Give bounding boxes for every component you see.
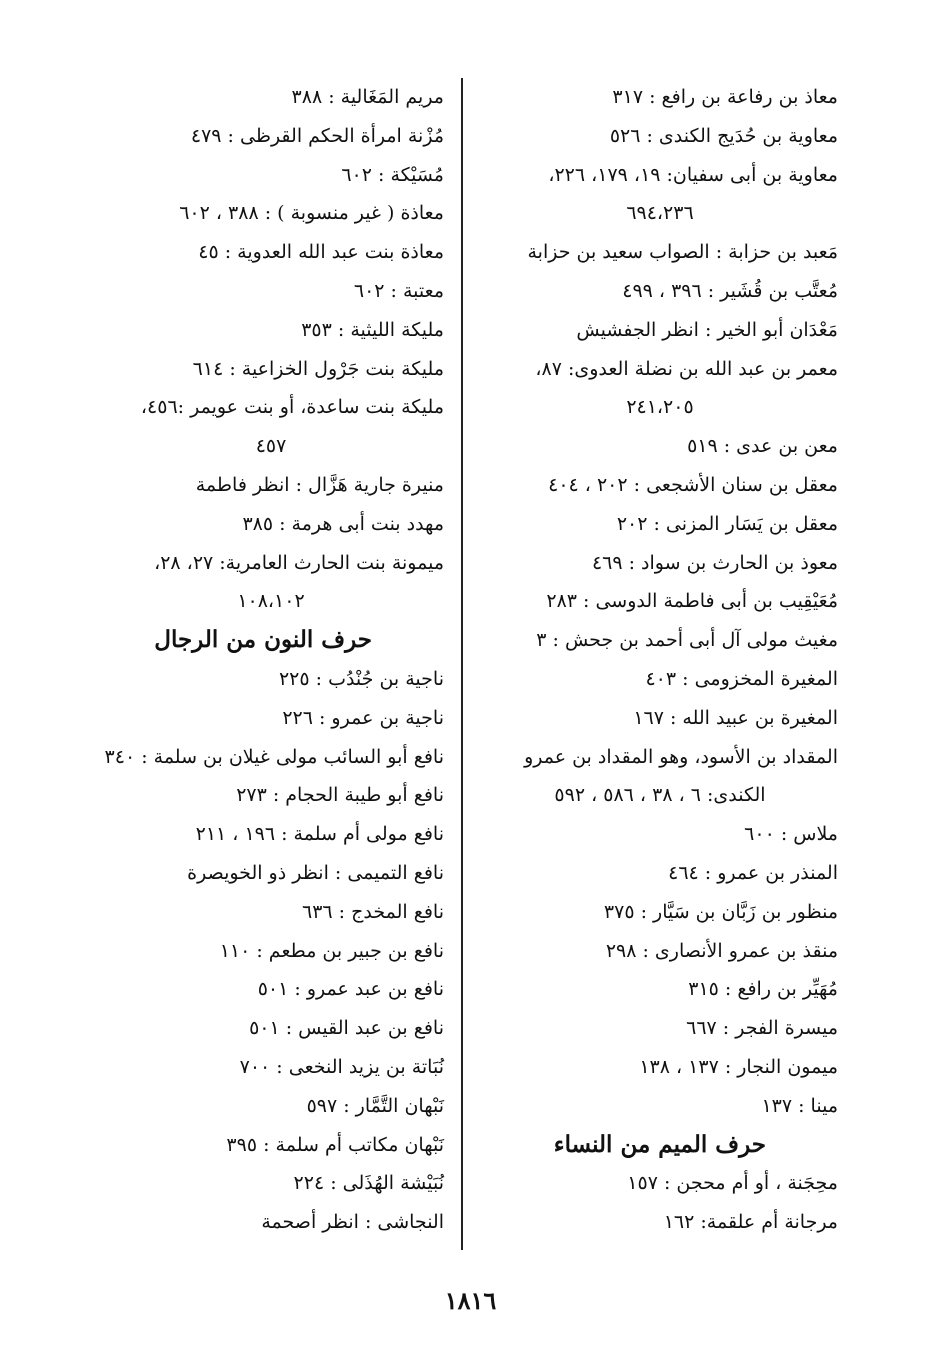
section-heading: حرف الميم من النساء [553, 1130, 766, 1158]
index-column-left [98, 78, 444, 1242]
index-entry: معاذة ( غير منسوبة ) : ٣٨٨ ، ٦٠٢ [179, 202, 444, 225]
index-entry: معقل بن يَسَار المزنى : ٢٠٢ [616, 512, 838, 535]
index-entry: معاذة بنت عبد الله العدوية : ٤٥ [198, 241, 444, 264]
index-entry: المقداد بن الأسود، وهو المقداد بن عمرو [524, 745, 838, 768]
index-entry: نافع بن عبد القيس : ٥٠١ [249, 1017, 444, 1040]
index-entry: نُبَاتة بن يزيد النخعى : ٧٠٠ [239, 1055, 444, 1078]
index-entry: معاذ بن رفاعة بن رافع : ٣١٧ [612, 86, 838, 108]
index-entry: مرجانة أم علقمة: ١٦٢ [663, 1211, 838, 1234]
index-entry: مغيث مولى آل أبى أحمد بن جحش : ٣ [536, 629, 838, 652]
index-entry: نَبْهان مكاتب أم سلمة : ٣٩٥ [226, 1133, 444, 1156]
index-entry: مُعَيْقِيب بن أبى فاطمة الدوسى : ٢٨٣ [546, 590, 838, 613]
index-entry: معمر بن عبد الله بن نضلة العدوى: ٨٧، [535, 357, 838, 380]
index-entry: منقذ بن عمرو الأنصارى : ٢٩٨ [605, 939, 838, 962]
index-entry: منظور بن زَبَّان بن سَيَّار : ٣٧٥ [603, 900, 838, 923]
index-entry: ناجية بن جُنْدُب : ٢٢٥ [278, 667, 444, 690]
index-entry: المغيرة المخزومى : ٤٠٣ [645, 667, 838, 690]
index-entry: نافع التميمى : انظر ذو الخويصرة [187, 861, 444, 884]
index-entry: نافع المخدج : ٦٣٦ [302, 900, 444, 923]
index-entry: مهدد بنت أبى هرمة : ٣٨٥ [242, 512, 444, 535]
index-entry: ناجية بن عمرو : ٢٢٦ [282, 706, 444, 729]
index-entry: مليكة الليثية : ٣٥٣ [301, 318, 444, 341]
index-entry-continuation: ٤٥٧ [255, 435, 287, 458]
index-entry: مُسَيْكة : ٦٠٢ [341, 163, 444, 186]
index-entry: معقل بن سنان الأشجعى : ٢٠٢ ، ٤٠٤ [548, 473, 838, 496]
index-entry: مليكة بنت ساعدة، أو بنت عويمر :٤٥٦، [140, 396, 444, 419]
index-entry: نُبَيْشة الهُذَلى : ٢٢٤ [293, 1172, 444, 1195]
index-entry: ميمون النجار : ١٣٧ ، ١٣٨ [639, 1055, 838, 1078]
index-entry: نافع مولى أم سلمة : ١٩٦ ، ٢١١ [195, 823, 444, 846]
index-entry: ملاس : ٦٠٠ [744, 823, 838, 846]
index-entry: نافع بن جبير بن مطعم : ١١٠ [219, 939, 444, 962]
index-entry-continuation: ١٠٨،١٠٢ [237, 590, 305, 613]
index-entry: معاوية بن أبى سفيان: ١٩، ١٧٩، ٢٢٦، [548, 163, 838, 186]
index-entry-continuation: ٢٤١،٢٠٥ [626, 396, 694, 419]
section-heading: حرف النون من الرجال [154, 626, 372, 654]
index-entry: معن بن عدى : ٥١٩ [687, 435, 838, 458]
index-entry: مُعتَّب بن قُشَير : ٣٩٦ ، ٤٩٩ [622, 279, 838, 302]
index-entry: مليكة بنت جَرْول الخزاعية : ٦١٤ [192, 357, 444, 380]
index-entry: المنذر بن عمرو : ٤٦٤ [668, 861, 838, 884]
index-entry: محِجَنة ، أو أم محجن : ١٥٧ [627, 1172, 838, 1195]
page-number: ١٨١٦ [444, 1286, 497, 1315]
index-entry: النجاشى : انظر أصحمة [261, 1211, 444, 1234]
index-entry: نَبْهان التَّمَّار : ٥٩٧ [306, 1094, 444, 1117]
index-entry: معتبة : ٦٠٢ [353, 279, 444, 302]
index-entry: ميمونة بنت الحارث العامرية: ٢٧، ٢٨، [154, 551, 444, 574]
index-entry: مُهَيِّر بن رافع : ٣١٥ [688, 978, 838, 1001]
index-entry-continuation: الكندى: ٦ ، ٣٨ ، ٥٨٦ ، ٥٩٢ [554, 784, 766, 807]
index-entry: المغيرة بن عبيد الله : ١٦٧ [633, 706, 838, 729]
index-entry: ميسرة الفجر : ٦٦٧ [686, 1017, 838, 1040]
column-divider [461, 78, 463, 1250]
index-column-right [482, 78, 838, 1242]
index-entry: معاوية بن حُدَيج الكندى : ٥٢٦ [609, 124, 838, 147]
index-entry: مُزْنة امرأة الحكم القرظى : ٤٧٩ [190, 124, 444, 147]
index-entry: مينا : ١٣٧ [761, 1094, 838, 1117]
index-entry: نافع بن عبد عمرو : ٥٠١ [257, 978, 444, 1001]
index-entry: معوذ بن الحارث بن سواد : ٤٦٩ [591, 551, 838, 574]
index-entry-continuation: ٦٩٤،٢٣٦ [626, 202, 694, 225]
index-entry: مَعبد بن حزابة : الصواب سعيد بن حزابة [527, 241, 838, 264]
index-entry: نافع أبو طيبة الحجام : ٢٧٣ [236, 784, 444, 807]
index-entry: مَعْدَان أبو الخير : انظر الجفشيش [576, 318, 838, 341]
index-entry: مريم المَغَالية : ٣٨٨ [291, 86, 444, 108]
index-entry: نافع أبو السائب مولى غيلان بن سلمة : ٣٤٠ [104, 745, 444, 768]
index-entry: منيرة جارية هَزَّال : انظر فاطمة [195, 473, 444, 496]
